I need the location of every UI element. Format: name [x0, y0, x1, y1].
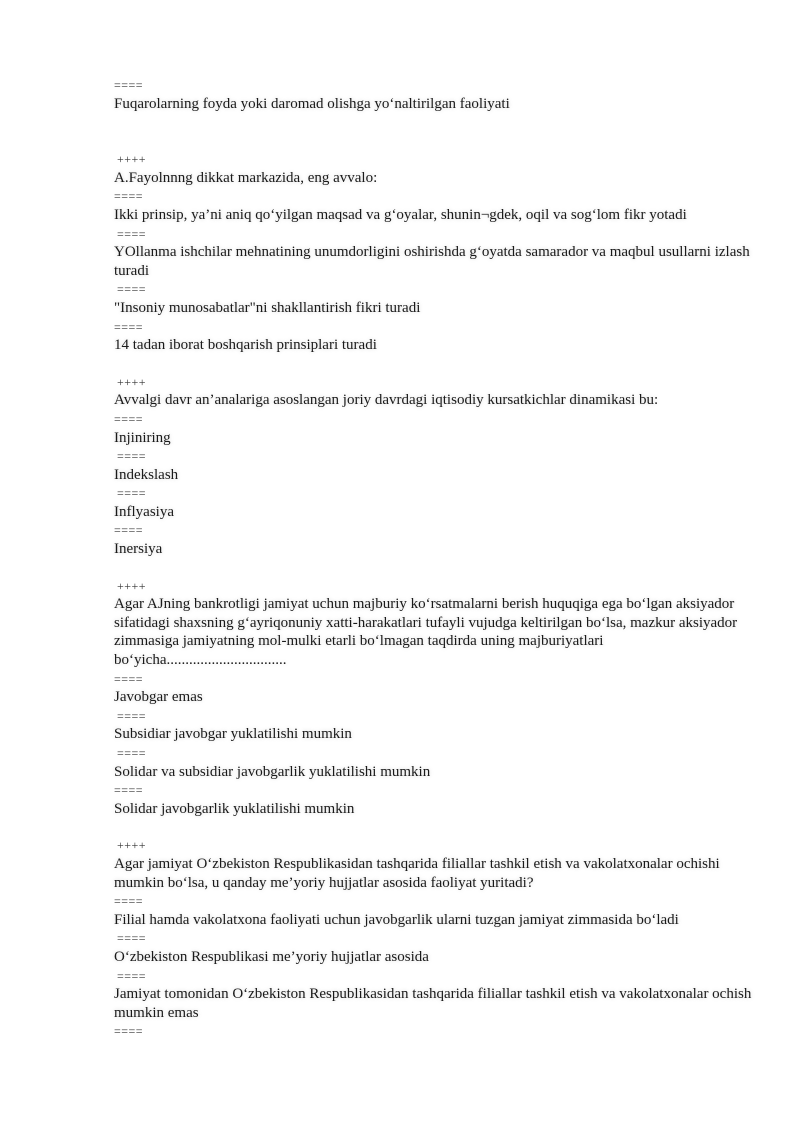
question-marker: ++++	[117, 578, 147, 593]
separator: ====	[114, 78, 144, 92]
question-block	[114, 577, 754, 819]
answer-option: Solidar va subsidiar javobgarlik yuklatilishi mumkin	[114, 763, 431, 780]
answer-option: Filial hamda vakolatxona faoliyati uchun javobgarlik ularni tuzgan jamiyat zimmasida bo‘ladi	[114, 911, 679, 928]
answer-option: Solidar javobgarlik yuklatilishi mumkin	[114, 800, 355, 817]
answer-option: Ikki prinsip, ya’ni aniq qo‘yilgan maqsad va g‘oyalar, shunin¬gdek, oqil va sog‘lom fikr yotadi	[114, 206, 687, 223]
separator: ====	[114, 783, 144, 798]
question-marker: ++++	[117, 374, 147, 389]
answer-option: Indekslash	[114, 466, 179, 483]
separator: ====	[117, 282, 147, 297]
separator: ====	[114, 523, 144, 538]
answer-option: Inersiya	[114, 541, 163, 558]
question-text: Agar jamiyat O‘zbekiston Respublikasidan tashqarida filiallar tashkil etish va vakolatxonalar ochishi mumkin bo‘lsa, u qanday me’yoriy hujjatlar asosida faoliyat yuritadi?	[114, 855, 720, 891]
question-marker: ++++	[117, 152, 147, 167]
separator: ====	[114, 319, 144, 334]
question-block	[114, 150, 754, 355]
answer-option: Jamiyat tomonidan O‘zbekiston Respublikasidan tashqarida filiallar tashkil etish va vakolatxonalar ochish mumkin emas	[114, 986, 752, 1021]
separator: ====	[114, 411, 144, 426]
separator: ====	[117, 226, 147, 241]
question-text: A.Fayolnnng dikkat markazida, eng avvalo:	[114, 169, 378, 186]
separator: ====	[117, 708, 147, 723]
separator: ====	[117, 449, 147, 464]
answer-option: O‘zbekiston Respublikasi me’yoriy hujjatlar asosida	[114, 948, 429, 965]
answer-option: 14 tadan iborat boshqarish prinsiplari turadi	[114, 337, 377, 354]
question-text: Agar AJning bankrotligi jamiyat uchun majburiy ko‘rsatmalarni berish huquqiga ega bo‘lgan aksiyador sifatidagi shaxsning g‘ayriqonuniy xatti-harakatlari tufayli vujudga keltirilgan bo‘lsa, mazkur aksiyador zimmasiga jamiyatning mol-mulki etarli bo‘lmagan taqdirda uning majburiyatlari bo‘yicha................................	[114, 596, 738, 669]
separator: ====	[114, 189, 144, 204]
question-block	[114, 373, 754, 559]
answer-option: YOllanma ishchilar mehnatining unumdorligini oshirishda g‘oyatda samarador va maqbul usullarni izlash turadi	[114, 244, 750, 279]
answer-option: Subsidiar javobgar yuklatilishi mumkin	[114, 726, 352, 743]
question-text: Avvalgi davr an’analariga asoslangan joriy davrdagi iqtisodiy kursatkichlar dinamikasi bu:	[114, 392, 659, 409]
separator: ====	[114, 1024, 144, 1039]
question-marker: ++++	[117, 838, 147, 853]
separator: ====	[117, 746, 147, 760]
document-page	[114, 76, 754, 1041]
question-block	[114, 836, 754, 1041]
answer-option: Javobgar emas	[114, 689, 203, 706]
section-title: Fuqarolarning foyda yoki daromad olishga yo‘naltirilgan faoliyati	[114, 95, 510, 112]
answer-option: "Insoniy munosabatlar"ni shakllantirish fikri turadi	[114, 299, 421, 316]
separator: ====	[117, 931, 147, 946]
answer-option: Injiniring	[114, 429, 171, 446]
separator: ====	[114, 894, 144, 909]
separator: ====	[117, 968, 147, 983]
separator: ====	[117, 486, 147, 501]
answer-option: Inflyasiya	[114, 503, 174, 520]
separator: ====	[114, 671, 144, 686]
